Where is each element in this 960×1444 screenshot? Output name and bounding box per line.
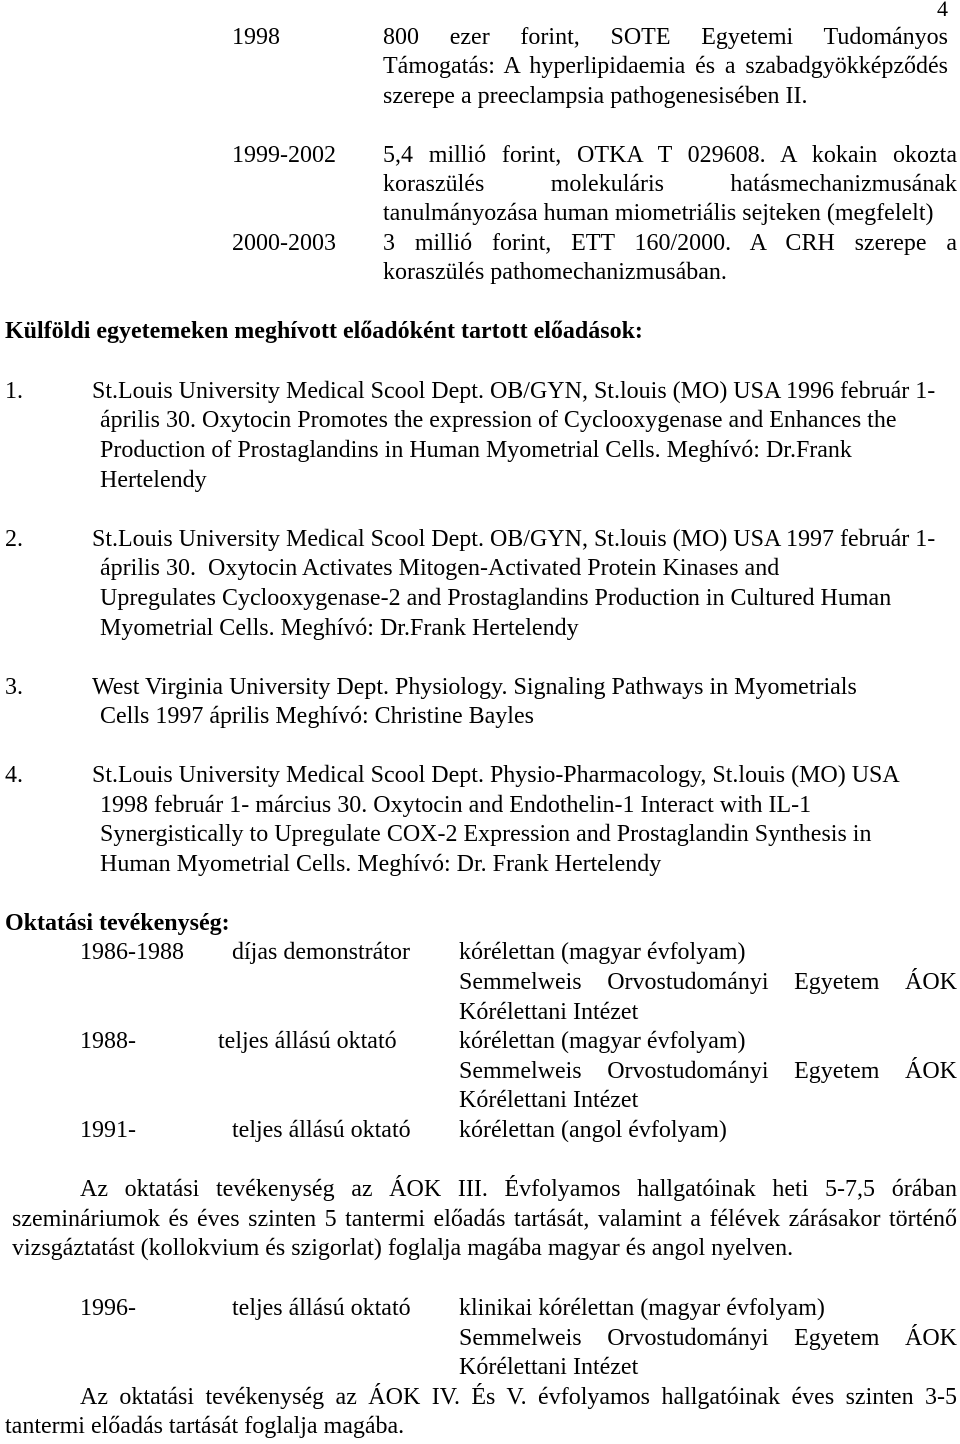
teaching-department: Kórélettani Intézet: [459, 1087, 639, 1113]
grant-text-line: tanulmányozása human miometriális sejteken (megfelelt): [383, 200, 934, 226]
grant-text-line: 3 millió forint, ETT 160/2000. A CRH szerepe a: [383, 230, 957, 256]
teaching-role: díjas demonstrátor: [232, 939, 410, 965]
lecture-text-line: 1998 február 1- március 30. Oxytocin and Endothelin-1 Interact with IL-1: [100, 792, 812, 818]
lecture-number: 1.: [5, 378, 23, 404]
teaching-institution: Semmelweis Orvostudományi Egyetem ÁOK: [459, 1058, 957, 1084]
lecture-text-line: Upregulates Cyclooxygenase-2 and Prostaglandins Production in Cultured Human: [100, 585, 892, 611]
teaching-note-line: szemináriumok és éves szinten 5 tantermi előadás tartását, valamint a félévek zárásakor történő: [12, 1206, 957, 1232]
lecture-number: 4.: [5, 762, 23, 788]
teaching-role: teljes állású oktató: [232, 1295, 411, 1321]
teaching-department: Kórélettani Intézet: [459, 1354, 639, 1380]
teaching-subject: kórélettan (magyar évfolyam): [459, 1028, 746, 1054]
section-heading-lectures: Külföldi egyetemeken meghívott előadóként tartott előadások:: [5, 318, 643, 344]
teaching-department: Kórélettani Intézet: [459, 999, 639, 1025]
grant-text-line: koraszülés molekuláris hatásmechanizmusának: [383, 171, 957, 197]
teaching-years: 1986-1988: [80, 939, 184, 965]
lecture-text-line: Hertelendy: [100, 467, 207, 493]
teaching-subject: kórélettan (angol évfolyam): [459, 1117, 727, 1143]
lecture-number: 2.: [5, 526, 23, 552]
lecture-text-line: West Virginia University Dept. Physiology. Signaling Pathways in Myometrials: [92, 674, 857, 700]
teaching-note-line: Az oktatási tevékenység az ÁOK IV. És V. évfolyamos hallgatóinak éves szinten 3-5: [80, 1384, 957, 1410]
teaching-years: 1991-: [80, 1117, 136, 1143]
teaching-note-line: Az oktatási tevékenység az ÁOK III. Évfolyamos hallgatóinak heti 5-7,5 órában: [80, 1176, 957, 1202]
grant-text-line: Támogatás: A hyperlipidaemia és a szabadgyökképződés: [383, 53, 948, 79]
teaching-note-line: tantermi előadás tartását foglalja magába.: [5, 1413, 405, 1439]
lecture-text-line: április 30. Oxytocin Promotes the expression of Cyclooxygenase and Enhances the: [100, 407, 897, 433]
grant-text-line: 800 ezer forint, SOTE Egyetemi Tudományos: [383, 24, 948, 50]
grant-years: 2000-2003: [232, 230, 336, 256]
lecture-text-line: St.Louis University Medical Scool Dept. OB/GYN, St.louis (MO) USA 1996 február 1-: [92, 378, 936, 404]
teaching-role: teljes állású oktató: [232, 1117, 411, 1143]
lecture-number: 3.: [5, 674, 23, 700]
lecture-text-line: Production of Prostaglandins in Human Myometrial Cells. Meghívó: Dr.Frank: [100, 437, 852, 463]
page-number: 4: [937, 0, 948, 21]
teaching-years: 1996-: [80, 1295, 136, 1321]
grant-years: 1999-2002: [232, 142, 336, 168]
teaching-role: teljes állású oktató: [218, 1028, 397, 1054]
teaching-note-line: vizsgáztatást (kollokvium és szigorlat) foglalja magába magyar és angol nyelven.: [12, 1235, 794, 1261]
lecture-text-line: St.Louis University Medical Scool Dept. OB/GYN, St.louis (MO) USA 1997 február 1-: [92, 526, 936, 552]
lecture-text-line: St.Louis University Medical Scool Dept. Physio-Pharmacology, St.louis (MO) USA: [92, 762, 900, 788]
grant-text-line: szerepe a preeclampsia pathogenesisében II.: [383, 83, 808, 109]
teaching-years: 1988-: [80, 1028, 136, 1054]
lecture-text-line: Myometrial Cells. Meghívó: Dr.Frank Hertelendy: [100, 615, 579, 641]
grant-text-line: 5,4 millió forint, OTKA T 029608. A kokain okozta: [383, 142, 957, 168]
teaching-subject: kórélettan (magyar évfolyam): [459, 939, 746, 965]
lecture-text-line: Human Myometrial Cells. Meghívó: Dr. Frank Hertelendy: [100, 851, 662, 877]
teaching-subject: klinikai kórélettan (magyar évfolyam): [459, 1295, 825, 1321]
lecture-text-line: Synergistically to Upregulate COX-2 Expression and Prostaglandin Synthesis in: [100, 821, 872, 847]
grant-text-line: koraszülés pathomechanizmusában.: [383, 259, 727, 285]
teaching-institution: Semmelweis Orvostudományi Egyetem ÁOK: [459, 1325, 957, 1351]
section-heading-teaching: Oktatási tevékenység:: [5, 910, 230, 936]
teaching-institution: Semmelweis Orvostudományi Egyetem ÁOK: [459, 969, 957, 995]
grant-years: 1998: [232, 24, 280, 50]
lecture-text-line: Cells 1997 április Meghívó: Christine Bayles: [100, 703, 534, 729]
lecture-text-line: április 30. Oxytocin Activates Mitogen-Activated Protein Kinases and: [100, 555, 780, 581]
